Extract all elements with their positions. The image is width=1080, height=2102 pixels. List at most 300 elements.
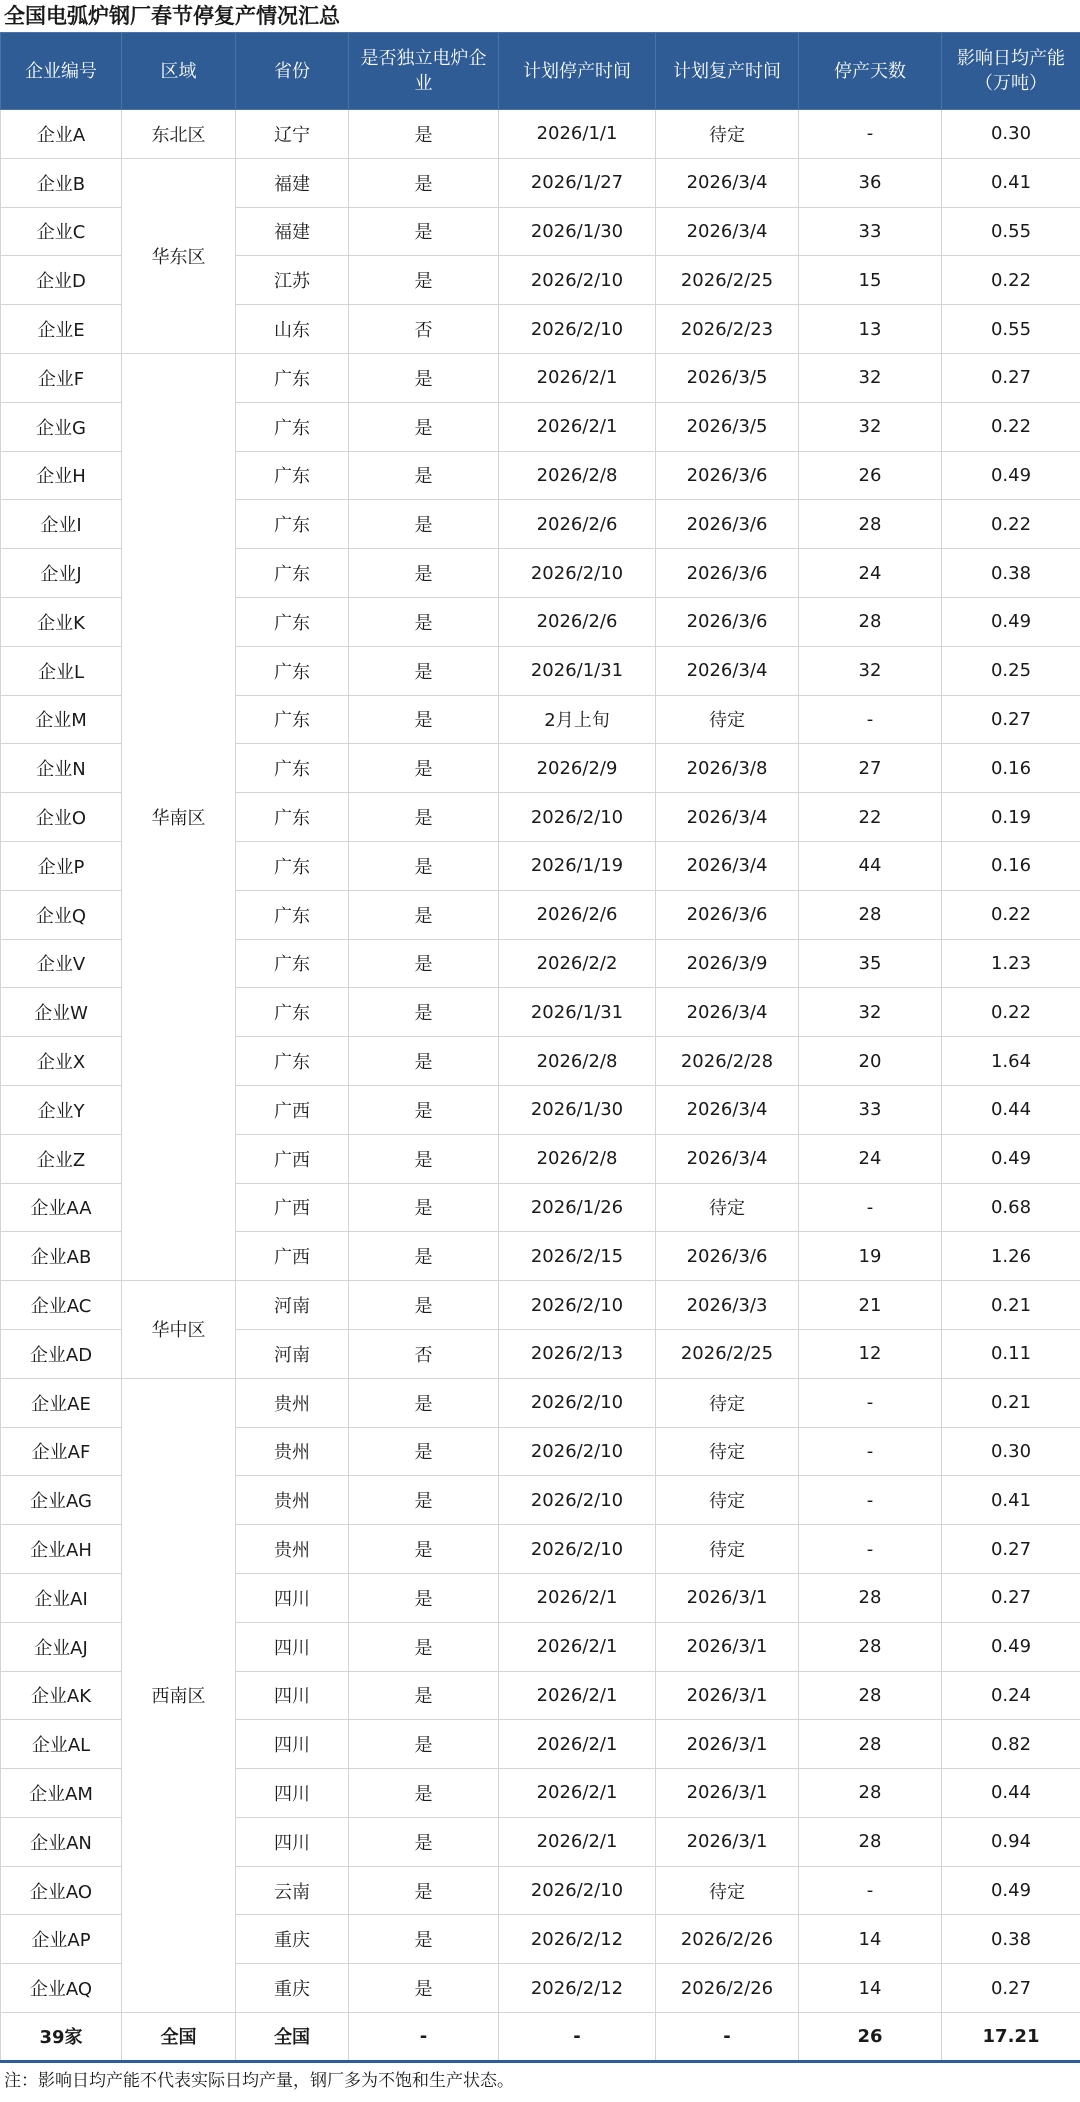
- table-row: [1, 158, 1080, 207]
- capacity-cell: 1.64: [942, 1037, 1080, 1086]
- total-independent-cell: -: [349, 2013, 499, 2062]
- province-cell: 广西: [236, 1183, 349, 1232]
- table-header: [1, 33, 1080, 110]
- resume-date-cell: 2026/3/9: [656, 939, 799, 988]
- capacity-cell: 0.30: [942, 110, 1080, 159]
- capacity-cell: 0.16: [942, 744, 1080, 793]
- stop-date-cell: 2026/2/10: [499, 1525, 656, 1574]
- resume-date-cell: 2026/3/8: [656, 744, 799, 793]
- company-id-cell: 企业AG: [1, 1476, 122, 1525]
- province-cell: 四川: [236, 1769, 349, 1818]
- table-row: [1, 1378, 1080, 1427]
- company-id-cell: 企业AO: [1, 1866, 122, 1915]
- province-cell: 河南: [236, 1281, 349, 1330]
- days-cell: -: [799, 1183, 942, 1232]
- days-cell: -: [799, 695, 942, 744]
- resume-date-cell: 2026/3/3: [656, 1281, 799, 1330]
- stop-date-cell: 2026/1/19: [499, 841, 656, 890]
- independent-cell: 是: [349, 1427, 499, 1476]
- capacity-cell: 0.22: [942, 988, 1080, 1037]
- resume-date-cell: 2026/3/1: [656, 1769, 799, 1818]
- capacity-cell: 0.49: [942, 597, 1080, 646]
- resume-date-cell: 待定: [656, 1525, 799, 1574]
- capacity-cell: 0.55: [942, 207, 1080, 256]
- capacity-cell: 0.22: [942, 500, 1080, 549]
- stop-date-cell: 2026/2/6: [499, 597, 656, 646]
- province-cell: 重庆: [236, 1915, 349, 1964]
- independent-cell: 是: [349, 1476, 499, 1525]
- stop-date-cell: 2026/2/1: [499, 1817, 656, 1866]
- total-days-cell: 26: [799, 2013, 942, 2062]
- company-id-cell: 企业G: [1, 402, 122, 451]
- province-cell: 广东: [236, 549, 349, 598]
- province-cell: 广东: [236, 695, 349, 744]
- stop-date-cell: 2026/2/10: [499, 1427, 656, 1476]
- days-cell: 28: [799, 1671, 942, 1720]
- stop-date-cell: 2026/2/10: [499, 305, 656, 354]
- company-id-cell: 企业O: [1, 793, 122, 842]
- province-cell: 重庆: [236, 1964, 349, 2013]
- province-cell: 江苏: [236, 256, 349, 305]
- company-id-cell: 企业J: [1, 549, 122, 598]
- independent-cell: 是: [349, 1915, 499, 1964]
- independent-cell: 是: [349, 1525, 499, 1574]
- province-cell: 四川: [236, 1573, 349, 1622]
- total-capacity-cell: 17.21: [942, 2013, 1080, 2062]
- stop-date-cell: 2026/2/10: [499, 1476, 656, 1525]
- province-cell: 广西: [236, 1085, 349, 1134]
- capacity-cell: 0.21: [942, 1378, 1080, 1427]
- company-id-cell: 企业Y: [1, 1085, 122, 1134]
- company-id-cell: 企业V: [1, 939, 122, 988]
- capacity-cell: 0.27: [942, 1525, 1080, 1574]
- independent-cell: 是: [349, 1378, 499, 1427]
- independent-cell: 是: [349, 1085, 499, 1134]
- days-cell: 27: [799, 744, 942, 793]
- days-cell: 32: [799, 353, 942, 402]
- independent-cell: 是: [349, 597, 499, 646]
- days-cell: 19: [799, 1232, 942, 1281]
- province-cell: 四川: [236, 1622, 349, 1671]
- independent-cell: 否: [349, 1329, 499, 1378]
- region-cell: 华东区: [122, 158, 236, 353]
- column-header: 企业编号: [1, 33, 122, 110]
- stop-date-cell: 2026/1/26: [499, 1183, 656, 1232]
- independent-cell: 是: [349, 890, 499, 939]
- capacity-cell: 0.41: [942, 158, 1080, 207]
- capacity-cell: 0.25: [942, 646, 1080, 695]
- days-cell: 15: [799, 256, 942, 305]
- resume-date-cell: 2026/3/4: [656, 646, 799, 695]
- resume-date-cell: 2026/3/1: [656, 1622, 799, 1671]
- resume-date-cell: 2026/3/1: [656, 1720, 799, 1769]
- resume-date-cell: 2026/3/4: [656, 207, 799, 256]
- company-id-cell: 企业M: [1, 695, 122, 744]
- company-id-cell: 企业E: [1, 305, 122, 354]
- resume-date-cell: 2026/3/4: [656, 1134, 799, 1183]
- region-cell: 西南区: [122, 1378, 236, 2012]
- days-cell: 32: [799, 402, 942, 451]
- resume-date-cell: 2026/2/23: [656, 305, 799, 354]
- stop-date-cell: 2026/2/12: [499, 1915, 656, 1964]
- company-id-cell: 企业Z: [1, 1134, 122, 1183]
- days-cell: 33: [799, 1085, 942, 1134]
- capacity-cell: 0.38: [942, 1915, 1080, 1964]
- company-id-cell: 企业W: [1, 988, 122, 1037]
- days-cell: 33: [799, 207, 942, 256]
- province-cell: 福建: [236, 207, 349, 256]
- capacity-cell: 0.94: [942, 1817, 1080, 1866]
- stop-date-cell: 2026/2/10: [499, 1378, 656, 1427]
- stop-date-cell: 2026/2/1: [499, 353, 656, 402]
- independent-cell: 是: [349, 256, 499, 305]
- independent-cell: 是: [349, 744, 499, 793]
- province-cell: 贵州: [236, 1378, 349, 1427]
- capacity-cell: 0.27: [942, 1964, 1080, 2013]
- total-company-id-cell: 39家: [1, 2013, 122, 2062]
- company-id-cell: 企业N: [1, 744, 122, 793]
- capacity-cell: 0.27: [942, 695, 1080, 744]
- province-cell: 四川: [236, 1817, 349, 1866]
- resume-date-cell: 2026/3/6: [656, 500, 799, 549]
- capacity-cell: 0.21: [942, 1281, 1080, 1330]
- total-stop-date-cell: -: [499, 2013, 656, 2062]
- column-header: 停产天数: [799, 33, 942, 110]
- resume-date-cell: 待定: [656, 1866, 799, 1915]
- company-id-cell: 企业L: [1, 646, 122, 695]
- resume-date-cell: 2026/2/26: [656, 1915, 799, 1964]
- days-cell: 28: [799, 597, 942, 646]
- days-cell: 32: [799, 988, 942, 1037]
- independent-cell: 是: [349, 402, 499, 451]
- days-cell: 28: [799, 1817, 942, 1866]
- capacity-cell: 0.49: [942, 1134, 1080, 1183]
- independent-cell: 是: [349, 500, 499, 549]
- stop-date-cell: 2026/2/1: [499, 1671, 656, 1720]
- table-body: [1, 110, 1080, 2062]
- resume-date-cell: 待定: [656, 1427, 799, 1476]
- capacity-cell: 1.26: [942, 1232, 1080, 1281]
- region-cell: 华中区: [122, 1281, 236, 1379]
- independent-cell: 是: [349, 110, 499, 159]
- resume-date-cell: 2026/3/5: [656, 402, 799, 451]
- company-id-cell: 企业P: [1, 841, 122, 890]
- table-row: [1, 353, 1080, 402]
- column-header: 是否独立电炉企业: [349, 33, 499, 110]
- resume-date-cell: 2026/3/4: [656, 988, 799, 1037]
- days-cell: -: [799, 1427, 942, 1476]
- province-cell: 广东: [236, 988, 349, 1037]
- independent-cell: 是: [349, 695, 499, 744]
- total-resume-date-cell: -: [656, 2013, 799, 2062]
- independent-cell: 是: [349, 1866, 499, 1915]
- stop-date-cell: 2026/1/30: [499, 207, 656, 256]
- capacity-cell: 0.44: [942, 1085, 1080, 1134]
- days-cell: 28: [799, 1720, 942, 1769]
- stop-date-cell: 2026/2/10: [499, 793, 656, 842]
- stop-date-cell: 2026/2/8: [499, 1134, 656, 1183]
- resume-date-cell: 待定: [656, 110, 799, 159]
- capacity-cell: 0.49: [942, 1866, 1080, 1915]
- company-id-cell: 企业AM: [1, 1769, 122, 1818]
- company-id-cell: 企业A: [1, 110, 122, 159]
- province-cell: 广东: [236, 597, 349, 646]
- province-cell: 四川: [236, 1671, 349, 1720]
- days-cell: 32: [799, 646, 942, 695]
- resume-date-cell: 2026/2/26: [656, 1964, 799, 2013]
- province-cell: 广东: [236, 1037, 349, 1086]
- province-cell: 广东: [236, 890, 349, 939]
- page-title: 全国电弧炉钢厂春节停复产情况汇总: [4, 4, 340, 28]
- independent-cell: 是: [349, 1134, 499, 1183]
- days-cell: -: [799, 1866, 942, 1915]
- province-cell: 山东: [236, 305, 349, 354]
- capacity-cell: 0.68: [942, 1183, 1080, 1232]
- stop-date-cell: 2026/1/1: [499, 110, 656, 159]
- resume-date-cell: 待定: [656, 1476, 799, 1525]
- capacity-cell: 0.82: [942, 1720, 1080, 1769]
- capacity-cell: 0.22: [942, 256, 1080, 305]
- resume-date-cell: 2026/2/28: [656, 1037, 799, 1086]
- resume-date-cell: 待定: [656, 1378, 799, 1427]
- footnote: 注：影响日均产能不代表实际日均产量，钢厂多为不饱和生产状态。: [4, 2071, 514, 2091]
- region-cell: 华南区: [122, 353, 236, 1280]
- stop-date-cell: 2026/1/31: [499, 988, 656, 1037]
- capacity-cell: 0.24: [942, 1671, 1080, 1720]
- independent-cell: 是: [349, 207, 499, 256]
- independent-cell: 是: [349, 1037, 499, 1086]
- days-cell: 36: [799, 158, 942, 207]
- days-cell: 14: [799, 1964, 942, 2013]
- independent-cell: 是: [349, 1573, 499, 1622]
- days-cell: 28: [799, 1622, 942, 1671]
- resume-date-cell: 2026/3/4: [656, 158, 799, 207]
- column-header: 省份: [236, 33, 349, 110]
- independent-cell: 是: [349, 1817, 499, 1866]
- resume-date-cell: 2026/3/4: [656, 793, 799, 842]
- capacity-cell: 0.41: [942, 1476, 1080, 1525]
- province-cell: 广东: [236, 500, 349, 549]
- province-cell: 广东: [236, 451, 349, 500]
- capacity-cell: 0.30: [942, 1427, 1080, 1476]
- independent-cell: 是: [349, 988, 499, 1037]
- total-province-cell: 全国: [236, 2013, 349, 2062]
- province-cell: 贵州: [236, 1427, 349, 1476]
- capacity-cell: 0.38: [942, 549, 1080, 598]
- province-cell: 广东: [236, 841, 349, 890]
- company-id-cell: 企业B: [1, 158, 122, 207]
- company-id-cell: 企业AB: [1, 1232, 122, 1281]
- stop-date-cell: 2026/2/10: [499, 1866, 656, 1915]
- province-cell: 河南: [236, 1329, 349, 1378]
- independent-cell: 是: [349, 1964, 499, 2013]
- days-cell: 22: [799, 793, 942, 842]
- resume-date-cell: 2026/3/1: [656, 1573, 799, 1622]
- company-id-cell: 企业H: [1, 451, 122, 500]
- independent-cell: 是: [349, 353, 499, 402]
- independent-cell: 否: [349, 305, 499, 354]
- province-cell: 云南: [236, 1866, 349, 1915]
- independent-cell: 是: [349, 1671, 499, 1720]
- table-row: [1, 110, 1080, 159]
- independent-cell: 是: [349, 1232, 499, 1281]
- province-cell: 广西: [236, 1232, 349, 1281]
- stop-date-cell: 2026/2/1: [499, 402, 656, 451]
- resume-date-cell: 2026/3/6: [656, 1232, 799, 1281]
- days-cell: -: [799, 1378, 942, 1427]
- stop-date-cell: 2026/2/12: [499, 1964, 656, 2013]
- independent-cell: 是: [349, 1183, 499, 1232]
- capacity-cell: 0.49: [942, 1622, 1080, 1671]
- company-id-cell: 企业AA: [1, 1183, 122, 1232]
- company-id-cell: 企业AE: [1, 1378, 122, 1427]
- independent-cell: 是: [349, 841, 499, 890]
- province-cell: 广西: [236, 1134, 349, 1183]
- resume-date-cell: 2026/3/1: [656, 1671, 799, 1720]
- resume-date-cell: 2026/3/5: [656, 353, 799, 402]
- days-cell: 24: [799, 1134, 942, 1183]
- province-cell: 广东: [236, 793, 349, 842]
- capacity-cell: 0.27: [942, 1573, 1080, 1622]
- company-id-cell: 企业AC: [1, 1281, 122, 1330]
- resume-date-cell: 2026/3/4: [656, 841, 799, 890]
- stop-date-cell: 2026/1/30: [499, 1085, 656, 1134]
- company-id-cell: 企业F: [1, 353, 122, 402]
- province-cell: 贵州: [236, 1476, 349, 1525]
- capacity-cell: 0.55: [942, 305, 1080, 354]
- company-id-cell: 企业K: [1, 597, 122, 646]
- shutdown-table: [0, 32, 1080, 2063]
- independent-cell: 是: [349, 1769, 499, 1818]
- column-header: 区域: [122, 33, 236, 110]
- resume-date-cell: 2026/2/25: [656, 1329, 799, 1378]
- stop-date-cell: 2026/1/27: [499, 158, 656, 207]
- total-region-cell: 全国: [122, 2013, 236, 2062]
- capacity-cell: 0.16: [942, 841, 1080, 890]
- company-id-cell: 企业AP: [1, 1915, 122, 1964]
- days-cell: 13: [799, 305, 942, 354]
- company-id-cell: 企业AF: [1, 1427, 122, 1476]
- days-cell: 28: [799, 500, 942, 549]
- days-cell: 44: [799, 841, 942, 890]
- days-cell: 21: [799, 1281, 942, 1330]
- company-id-cell: 企业AQ: [1, 1964, 122, 2013]
- days-cell: -: [799, 110, 942, 159]
- company-id-cell: 企业AN: [1, 1817, 122, 1866]
- capacity-cell: 0.44: [942, 1769, 1080, 1818]
- company-id-cell: 企业AH: [1, 1525, 122, 1574]
- days-cell: 14: [799, 1915, 942, 1964]
- stop-date-cell: 2026/2/9: [499, 744, 656, 793]
- resume-date-cell: 2026/3/1: [656, 1817, 799, 1866]
- stop-date-cell: 2026/2/6: [499, 500, 656, 549]
- province-cell: 广东: [236, 744, 349, 793]
- stop-date-cell: 2026/2/10: [499, 1281, 656, 1330]
- independent-cell: 是: [349, 793, 499, 842]
- region-cell: 东北区: [122, 110, 236, 159]
- column-header: 影响日均产能（万吨）: [942, 33, 1080, 110]
- capacity-cell: 0.49: [942, 451, 1080, 500]
- days-cell: 20: [799, 1037, 942, 1086]
- capacity-cell: 0.22: [942, 402, 1080, 451]
- days-cell: 26: [799, 451, 942, 500]
- stop-date-cell: 2026/2/1: [499, 1769, 656, 1818]
- province-cell: 四川: [236, 1720, 349, 1769]
- province-cell: 广东: [236, 646, 349, 695]
- province-cell: 广东: [236, 353, 349, 402]
- capacity-cell: 0.19: [942, 793, 1080, 842]
- stop-date-cell: 2026/2/1: [499, 1622, 656, 1671]
- province-cell: 辽宁: [236, 110, 349, 159]
- independent-cell: 是: [349, 549, 499, 598]
- resume-date-cell: 2026/3/6: [656, 597, 799, 646]
- stop-date-cell: 2026/2/10: [499, 256, 656, 305]
- province-cell: 福建: [236, 158, 349, 207]
- stop-date-cell: 2月上旬: [499, 695, 656, 744]
- capacity-cell: 0.27: [942, 353, 1080, 402]
- stop-date-cell: 2026/2/1: [499, 1573, 656, 1622]
- days-cell: 28: [799, 890, 942, 939]
- days-cell: 28: [799, 1769, 942, 1818]
- days-cell: -: [799, 1525, 942, 1574]
- resume-date-cell: 2026/3/6: [656, 451, 799, 500]
- independent-cell: 是: [349, 1720, 499, 1769]
- table-row: [1, 1281, 1080, 1330]
- company-id-cell: 企业X: [1, 1037, 122, 1086]
- province-cell: 贵州: [236, 1525, 349, 1574]
- resume-date-cell: 2026/2/25: [656, 256, 799, 305]
- company-id-cell: 企业I: [1, 500, 122, 549]
- stop-date-cell: 2026/2/15: [499, 1232, 656, 1281]
- company-id-cell: 企业AK: [1, 1671, 122, 1720]
- company-id-cell: 企业C: [1, 207, 122, 256]
- days-cell: 24: [799, 549, 942, 598]
- independent-cell: 是: [349, 1281, 499, 1330]
- stop-date-cell: 2026/2/2: [499, 939, 656, 988]
- resume-date-cell: 2026/3/6: [656, 549, 799, 598]
- stop-date-cell: 2026/1/31: [499, 646, 656, 695]
- days-cell: 35: [799, 939, 942, 988]
- column-header: 计划复产时间: [656, 33, 799, 110]
- stop-date-cell: 2026/2/1: [499, 1720, 656, 1769]
- independent-cell: 是: [349, 1622, 499, 1671]
- province-cell: 广东: [236, 939, 349, 988]
- resume-date-cell: 2026/3/6: [656, 890, 799, 939]
- stop-date-cell: 2026/2/8: [499, 451, 656, 500]
- company-id-cell: 企业AD: [1, 1329, 122, 1378]
- column-header: 计划停产时间: [499, 33, 656, 110]
- capacity-cell: 1.23: [942, 939, 1080, 988]
- independent-cell: 是: [349, 158, 499, 207]
- stop-date-cell: 2026/2/8: [499, 1037, 656, 1086]
- resume-date-cell: 待定: [656, 1183, 799, 1232]
- days-cell: 12: [799, 1329, 942, 1378]
- company-id-cell: 企业AI: [1, 1573, 122, 1622]
- days-cell: -: [799, 1476, 942, 1525]
- company-id-cell: 企业Q: [1, 890, 122, 939]
- independent-cell: 是: [349, 451, 499, 500]
- stop-date-cell: 2026/2/6: [499, 890, 656, 939]
- days-cell: 28: [799, 1573, 942, 1622]
- capacity-cell: 0.22: [942, 890, 1080, 939]
- resume-date-cell: 待定: [656, 695, 799, 744]
- stop-date-cell: 2026/2/10: [499, 549, 656, 598]
- stop-date-cell: 2026/2/13: [499, 1329, 656, 1378]
- independent-cell: 是: [349, 939, 499, 988]
- total-row: [1, 2013, 1080, 2062]
- company-id-cell: 企业AJ: [1, 1622, 122, 1671]
- company-id-cell: 企业D: [1, 256, 122, 305]
